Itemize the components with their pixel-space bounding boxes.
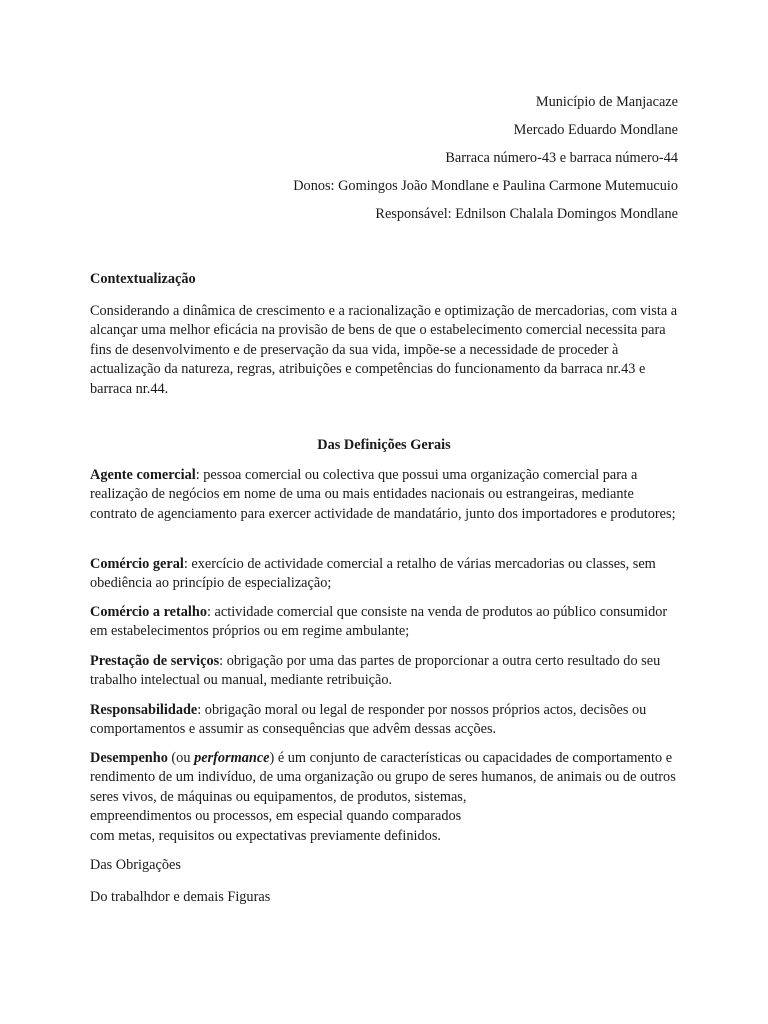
definition-term: Responsabilidade: [90, 702, 198, 718]
header-municipality: Município de Manjacaze: [535, 94, 678, 110]
desempenho-line3: com metas, requisitos ou expectativas previamente definidos.: [90, 827, 441, 844]
definition-agente-comercial: [90, 466, 678, 524]
header-owners: Donos: Gomingos João Mondlane e Paulina Carmone Mutemucuio: [293, 178, 678, 194]
definition-text: : obrigação por uma das partes de proporcionar a outra certo resultado do seu trabalho intelectual ou manual, mediante retribuição.: [90, 653, 661, 689]
definition-text: : exercício de actividade comercial a retalho de várias mercadorias ou classes, sem obediência ao princípio de especialização;: [90, 556, 656, 592]
definition-prestacao-servicos: [90, 652, 678, 691]
document-header: [90, 93, 678, 233]
definition-term: Agente comercial: [90, 467, 196, 483]
obrigacoes-title: Das Obrigações: [90, 857, 181, 873]
contextualizacao-title: Contextualização: [90, 271, 196, 287]
desempenho-close: ) é um conjunto de características ou capacidades de comportamento e rendimento de um indivíduo, de uma organização ou grupo de seres humanos, de animais ou de outros seres vivos, de máquinas ou equipamentos, de produtos, sistemas,: [90, 750, 676, 805]
definition-text: : pessoa comercial ou colectiva que possui uma organização comercial para a realização de negócios em nome de uma ou mais entidades nacionais ou estrangeiras, mediante contrato de agenciamento para exercer actividade de mandatário, junto dos importadores e produtores;: [90, 467, 676, 522]
definition-comercio-geral: [90, 555, 678, 594]
header-market: Mercado Eduardo Mondlane: [513, 122, 678, 138]
definition-term: Prestação de serviços: [90, 653, 220, 669]
definicoes-title: Das Definições Gerais: [317, 437, 451, 453]
header-responsible: Responsável: Ednilson Chalala Domingos Mondlane: [375, 206, 678, 222]
definition-term: Comércio geral: [90, 556, 184, 572]
desempenho-italic-term: performance: [194, 750, 270, 766]
desempenho-open: (ou: [167, 750, 195, 766]
definition-comercio-retalho: [90, 603, 678, 642]
desempenho-line2: empreendimentos ou processos, em especial quando comparados: [90, 808, 462, 825]
definition-responsabilidade: [90, 701, 678, 740]
definition-text: : obrigação moral ou legal de responder por nossos próprios actos, decisões ou comportamentos e assumir as consequências que advêm dessas acções.: [90, 702, 647, 738]
definition-desempenho: [90, 749, 678, 846]
definition-term: Comércio a retalho: [90, 604, 207, 620]
contextualizacao-body: Considerando a dinâmica de crescimento e a racionalização e optimização de mercadorias, com vista a alcançar uma melhor eficácia na provisão de bens de que o estabelecimento comercial necessita para fins de desenvolvimento e de preservação da sua vida, impõe-se a necessidade de proceder à actualização da natureza, regras, atribuições e competências do funcionamento da barraca nr.43 e barraca nr.44.: [90, 303, 678, 397]
obrigacoes-subtitle: Do trabalhdor e demais Figuras: [90, 889, 271, 905]
definition-term: Desempenho: [90, 750, 168, 766]
header-stalls: Barraca número-43 e barraca número-44: [445, 150, 678, 166]
definition-text: : actividade comercial que consiste na venda de produtos ao público consumidor em estabelecimentos próprios ou em regime ambulante;: [90, 604, 668, 640]
